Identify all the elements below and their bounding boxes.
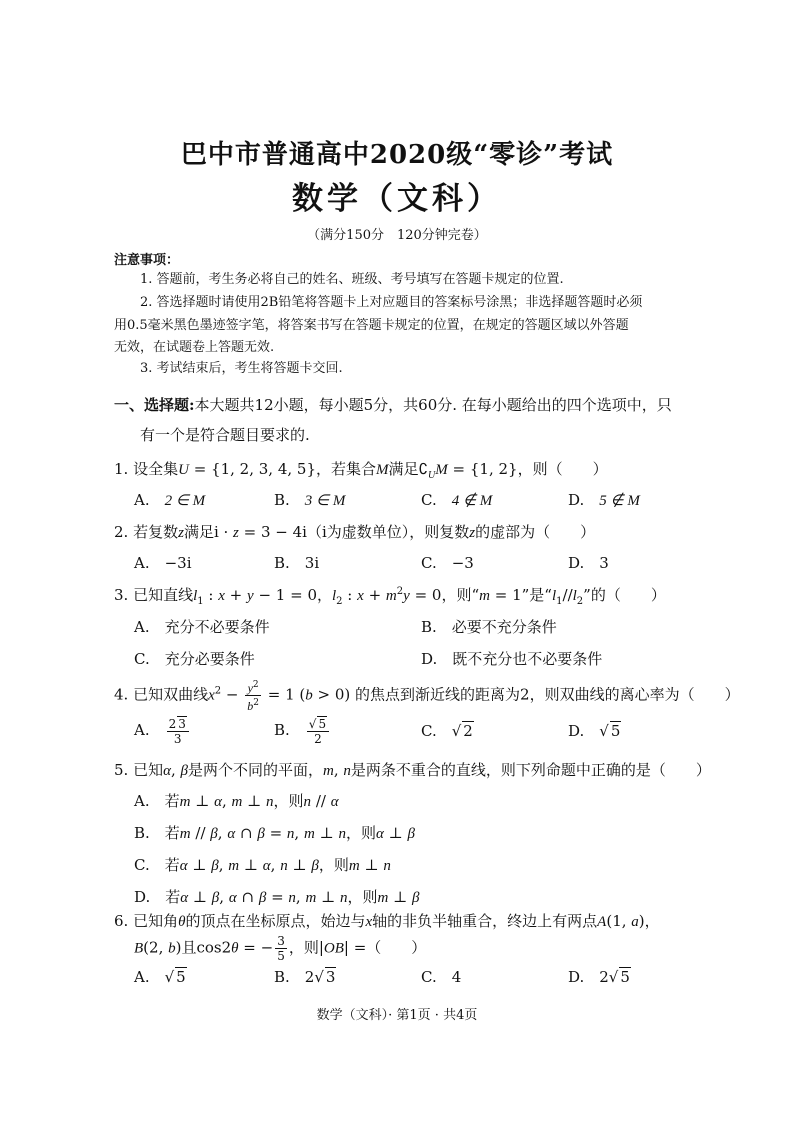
question-6-cont: B(2, b)且cos2θ = − $\frac{3}{5}$ ，则|OB| =（ ） (134, 934, 427, 963)
option-a[interactable]: A. 若m ⊥ α, m ⊥ n，则n // α (134, 792, 339, 810)
question-4: 4. 已知双曲线$x^2$ − $\frac{y^2}{b^2}$ = 1 (b > 0) 的焦点到渐近线的距离为2，则双曲线的离心率为（ ） (114, 680, 740, 713)
option-a[interactable]: A. 2 ∈ M (134, 491, 206, 509)
option-a[interactable]: A. 充分不必要条件 (134, 618, 270, 636)
option-b[interactable]: B. 2√ 3 (274, 968, 336, 986)
option-text: 3 (599, 554, 609, 572)
subject-title: 数学（文科） (292, 181, 502, 217)
note-item: 1. 答题前，考生务必将自己的姓名、班级、考号填写在答题卡规定的位置. (140, 272, 564, 287)
option-text: −3i (164, 554, 192, 572)
note-item: 无效，在试题卷上答题无效. (114, 340, 275, 355)
option-c[interactable]: C. 4 ∉ M (421, 491, 493, 509)
option-b[interactable]: B. $\frac{√ 5}{2}$ (274, 716, 331, 746)
option-text: 2 (463, 722, 473, 740)
question-number: 4. (114, 685, 129, 704)
option-d[interactable]: D. √ 5 (568, 722, 621, 740)
option-d[interactable]: D. 既不充分也不必要条件 (421, 650, 603, 668)
page-footer: 数学（文科）· 第1页 · 共4页 (316, 1008, 478, 1023)
section-heading (114, 394, 672, 415)
option-text: 既不充分也不必要条件 (452, 650, 603, 668)
option-b[interactable]: B. 3i (274, 554, 320, 572)
exam-subtitle: （满分150分 120分钟完卷） (307, 228, 487, 243)
option-text: 充分必要条件 (164, 650, 255, 668)
option-c[interactable]: C. −3 (421, 554, 474, 572)
note-item: 2. 答选择题时请使用2B铅笔将答题卡上对应题目的答案标号涂黑；非选择题答题时必须 (140, 295, 643, 310)
note-item: 3. 考试结束后，考生将答题卡交回. (140, 361, 343, 376)
option-text: 2 ∈ M (164, 493, 206, 509)
option-text: −3 (451, 554, 474, 572)
option-c[interactable]: C. √ 2 (421, 722, 473, 740)
question-1: 1. 设全集U = {1, 2, 3, 4, 5}，若集合M满足$∁_UM = \{1$, 2}，则（ ） (114, 460, 608, 481)
question-2: 2. 若复数z满足i · z = 3 − 4i（i为虚数单位），则复数z的虚部为（ ） (114, 523, 596, 541)
question-number: 5. (114, 761, 129, 779)
option-a[interactable]: A. √ 5 (134, 968, 186, 986)
option-text: 4 (451, 968, 462, 986)
question-5: 5. 已知α, β是两个不同的平面，m, n是两条不重合的直线，则下列命题中正确的是（ ） (114, 761, 711, 779)
section-label: 一、选择题: (114, 396, 195, 414)
option-c[interactable]: C. 4 (421, 968, 462, 986)
option-text: 充分不必要条件 (164, 618, 270, 636)
option-a[interactable]: A. $\frac{2 3}{3}$ (134, 716, 191, 746)
exam-title: 巴中市普通高中2020级“零诊”考试 (180, 140, 614, 170)
option-d[interactable]: D. 若α ⊥ β, α ∩ β = n, m ⊥ n，则m ⊥ β (134, 888, 420, 906)
notes-heading: 注意事项： (114, 253, 180, 268)
option-text: 5 (610, 722, 621, 740)
note-item: 用0.5毫米黑色墨迹签字笔，将答案书写在答题卡规定的位置，在规定的答题区域以外答题 (114, 318, 629, 333)
option-text: 3 ∈ M (304, 493, 346, 509)
question-number: 6. (114, 912, 129, 930)
option-d[interactable]: D. 5 ∉ M (568, 491, 640, 509)
option-text: 3i (304, 554, 320, 572)
option-a[interactable]: A. −3i (134, 554, 192, 572)
question-number: 3. (114, 586, 129, 604)
option-d[interactable]: D. 2√ 5 (568, 968, 630, 986)
option-text: 4 ∉ M (451, 493, 493, 509)
question-3: 3. 已知直线$l_1$ : x + y − 1 = 0，$l_2$ : $x + m^2y = 0$，则“m = 1”是“$l_1//l_2$”的（ ） (114, 586, 666, 607)
question-number: 1. (114, 460, 129, 478)
option-c[interactable]: C. 充分必要条件 (134, 650, 255, 668)
option-b[interactable]: B. 若m // β, α ∩ β = n, m ⊥ n，则α ⊥ β (134, 824, 415, 842)
question-number: 2. (114, 523, 129, 541)
section-text-cont: 有一个是符合题目要求的. (140, 426, 310, 444)
section-text: 本大题共12小题，每小题5分，共60分. 在每小题给出的四个选项中，只 (194, 396, 672, 414)
option-text: 5 ∉ M (599, 493, 640, 509)
option-c[interactable]: C. 若α ⊥ β, m ⊥ α, n ⊥ β，则m ⊥ n (134, 856, 391, 874)
option-text: 必要不充分条件 (451, 618, 557, 636)
option-d[interactable]: D. 3 (568, 554, 609, 572)
question-6: 6. 已知角θ的顶点在坐标原点，始边与x轴的非负半轴重合，终边上有两点A(1, a)， (114, 912, 660, 930)
option-b[interactable]: B. 3 ∈ M (274, 491, 346, 509)
option-b[interactable]: B. 必要不充分条件 (421, 618, 557, 636)
